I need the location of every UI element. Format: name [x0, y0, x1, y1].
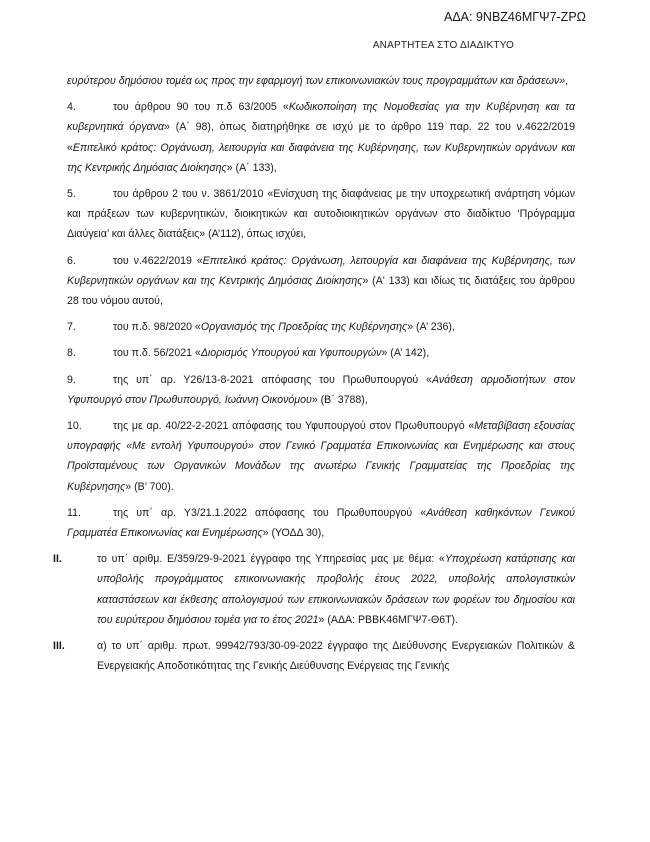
item-9: 9. της υπ΄ αρ. Υ26/13-8-2021 απόφασης του Πρωθυπουργού «Ανάθεση αρμοδιοτήτων στον Υφυπουργό στον Πρωθυπουργό, Ιωάννη Οικονόμου» (Β΄ 3788), — [67, 373, 575, 406]
item-5: 5. του άρθρου 2 του ν. 3861/2010 «Ενίσχυση της διαφάνειας με την υποχρεωτική ανάρτηση νόμων και πράξεων των κυβερνητικών, διοικητικών και αυτοδιοικητικών οργάνων στο διαδίκτυο ‘Πρόγραμμα Διαύγεια’ και άλλες διατάξεις» (Α’112), όπως ισχύει, — [67, 188, 575, 241]
paragraph-continuation: ευρύτερου δημόσιου τομέα ως προς την εφαρμογή των επικοινωνιακών τους προγραμμάτων και δράσεων», — [67, 75, 569, 87]
item-10: 10. της με αρ. 40/22-2-2021 απόφασης του Υφυπουργού στον Πρωθυπουργό «Μεταβίβαση εξουσίας υπογραφής «Με εντολή Υφυπουργού» στον Γενικό Γραμματέα Επικοινωνίας και Ενημέρωσης και στους Προϊσταμένους των Οργανικών Μονάδων της ανωτέρω Γενικής Γραμματείας της Προεδρίας της Κυβέρνησης» (Β’ 700). — [67, 420, 575, 493]
document-body — [53, 71, 575, 682]
item-4: 4. του άρθρου 90 του π.δ 63/2005 «Κωδικοποίηση της Νομοθεσίας για την Κυβέρνηση και τα κυβερνητικά όργανα» (Α΄ 98), όπως διατηρήθηκε σε ισχύ με το άρθρο 119 παρ. 22 του ν.4622/2019 «Επιτελικό κράτος: Οργάνωση, λειτουργία και διαφάνεια της Κυβέρνησης, των Κυβερνητικών οργάνων και της Κεντρικής Δημόσιας Διοίκησης» (Α΄ 133), — [67, 101, 575, 174]
item-III: III. α) το υπ΄ αριθμ. πρωτ. 99942/793/30-09-2022 έγγραφο της Διεύθυνσης Ενεργειακών Πολιτικών & Ενεργειακής Αποδοτικότητας της Γενικής Διεύθυνσης Ενέργειας της Γενικής — [53, 640, 575, 673]
item-11: 11. της υπ΄ αρ. Υ3/21.1.2022 απόφασης του Πρωθυπουργού «Ανάθεση καθηκόντων Γενικού Γραμματέα Επικοινωνίας και Ενημέρωσης» (ΥΟΔΔ 30), — [67, 506, 575, 540]
item-6: 6. του ν.4622/2019 «Επιτελικό κράτος: Οργάνωση, λειτουργία και διαφάνεια της Κυβέρνησης, των Κυβερνητικών οργάνων και της Κεντρικής Δημόσιας Διοίκησης» (Α' 133) και ιδίως τις διατάξεις του άρθρου 28 του νόμου αυτού, — [67, 254, 575, 308]
item-7: 7. του π.δ. 98/2020 «Οργανισμός της Προεδρίας της Κυβέρνησης» (Α’ 236), — [67, 321, 455, 334]
post-notice: ΑΝΑΡΤΗΤΕΑ ΣΤΟ ΔΙΑΔΙΚΤΥΟ — [372, 40, 514, 51]
item-II: II. το υπ΄ αριθμ. Ε/359/29-9-2021 έγγραφο της Υπηρεσίας μας με θέμα: «Υποχρέωση κατάρτισης και υποβολής προγράμματος επικοινωνιακής προβολής έτους 2022, υποβολής απολογιστικών καταστάσεων και έκθεσης απολογισμού των επικοινωνιακών δράσεων των φορέων του δημοσίου και του ευρύτερου δημόσιου τομέα για το έτος 2021» (ΑΔΑ: ΡΒΒΚ46ΜΓΨ7-Θ6Τ). — [53, 553, 575, 626]
item-8: 8. του π.δ. 56/2021 «Διορισμός Υπουργού και Υφυπουργών» (Α’ 142), — [67, 347, 430, 360]
ada-code: ΑΔΑ: 9ΝΒΖ46ΜΓΨ7-ΖΡΩ — [444, 10, 586, 24]
